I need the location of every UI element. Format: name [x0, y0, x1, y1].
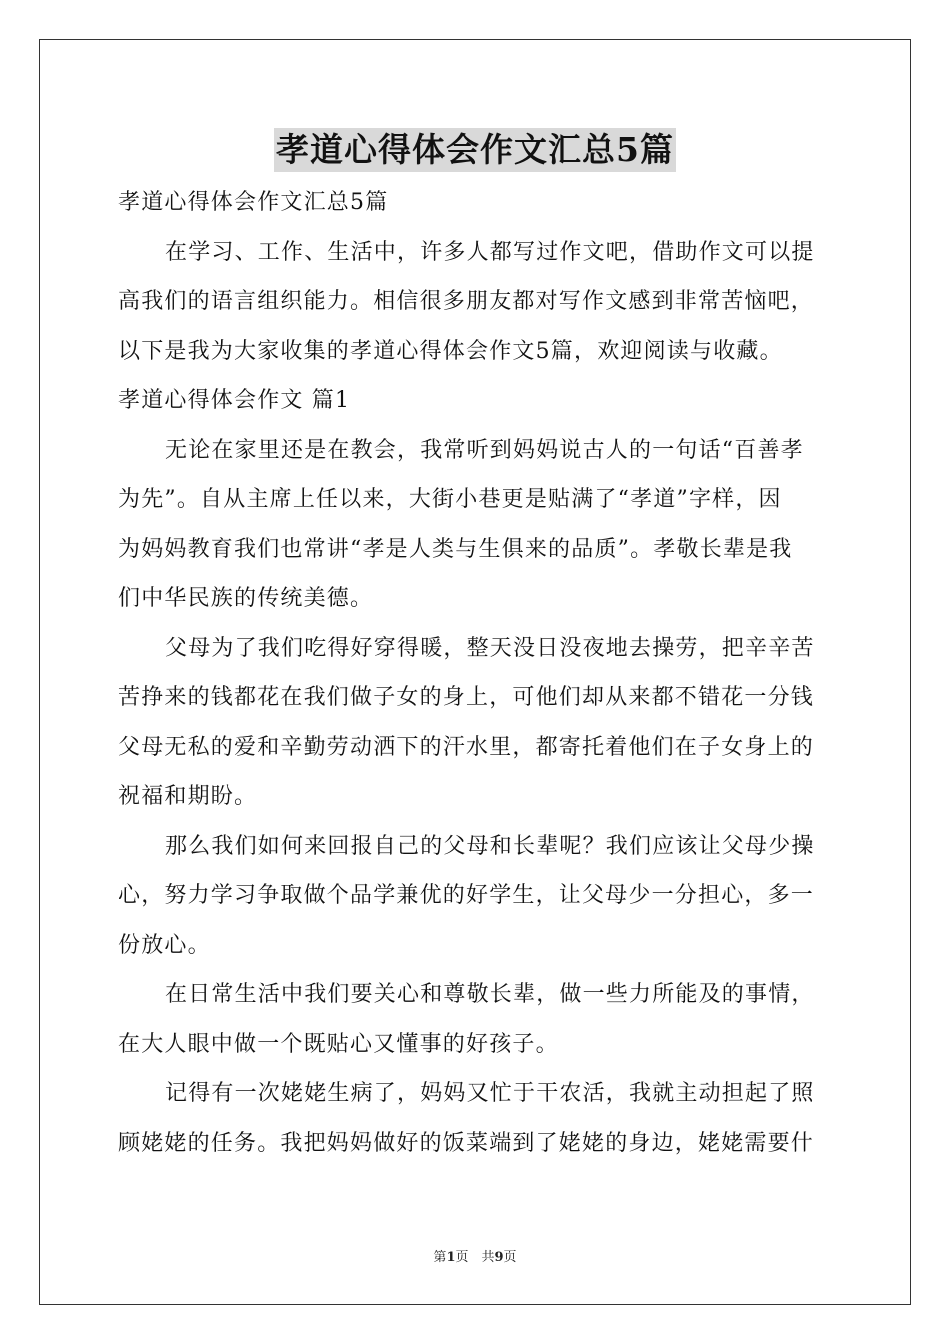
- text-line: 在日常生活中我们要关心和尊敬长辈，做一些力所能及的事情，: [165, 982, 815, 1007]
- text-line: 那么我们如何来回报自己的父母和长辈呢？我们应该让父母少操: [165, 833, 815, 859]
- text-line: 以下是我为大家收集的孝道心得体会作文5篇，欢迎阅读与收藏。: [118, 338, 783, 364]
- text-line: 份放心。: [118, 932, 211, 958]
- document-body: [118, 178, 834, 1168]
- text-line: 父母无私的爱和辛勤劳动洒下的汗水里，都寄托着他们在子女身上的: [118, 734, 815, 760]
- footer-middle: 页 共: [455, 1250, 495, 1265]
- text-line: 孝道心得体会作文汇总5篇: [118, 190, 389, 215]
- text-line: 父母为了我们吃得好穿得暖，整天没日没夜地去操劳，把辛辛苦: [165, 635, 815, 661]
- text-line: 苦挣来的钱都花在我们做子女的身上，可他们却从来都不错花一分钱: [118, 685, 815, 710]
- text-line: 孝道心得体会作文 篇1: [118, 388, 351, 413]
- text-line: 为先”。自从主席上任以来，大街小巷更是贴满了“孝道”字样，因: [118, 487, 782, 512]
- page-footer: [0, 1246, 950, 1265]
- current-page-number: 1: [446, 1250, 456, 1265]
- title-block: [0, 128, 950, 172]
- text-line: 高我们的语言组织能力。相信很多朋友都对写作文感到非常苦恼吧，: [118, 289, 815, 314]
- text-line: 为妈妈教育我们也常讲“孝是人类与生俱来的品质”。孝敬长辈是我: [118, 536, 793, 562]
- text-line: 在大人眼中做一个既贴心又懂事的好孩子。: [118, 1031, 559, 1057]
- footer-prefix: 第: [433, 1250, 447, 1265]
- text-line: 在学习、工作、生活中，许多人都写过作文吧，借助作文可以提: [165, 239, 815, 265]
- text-line: 无论在家里还是在教会，我常听到妈妈说古人的一句话“百善孝: [165, 437, 804, 463]
- footer-suffix: 页: [503, 1250, 517, 1265]
- text-line: 们中华民族的传统美德。: [118, 586, 374, 611]
- text-line: 记得有一次姥姥生病了，妈妈又忙于干农活，我就主动担起了照: [165, 1081, 815, 1106]
- total-page-count: 9: [494, 1250, 504, 1265]
- document-title: 孝道心得体会作文汇总5篇: [274, 128, 676, 172]
- text-line: 心，努力学习争取做个品学兼优的好学生，让父母少一分担心，多一: [118, 883, 815, 908]
- text-line: 祝福和期盼。: [118, 784, 258, 809]
- text-line: 顾姥姥的任务。我把妈妈做好的饭菜端到了姥姥的身边，姥姥需要什: [118, 1130, 815, 1156]
